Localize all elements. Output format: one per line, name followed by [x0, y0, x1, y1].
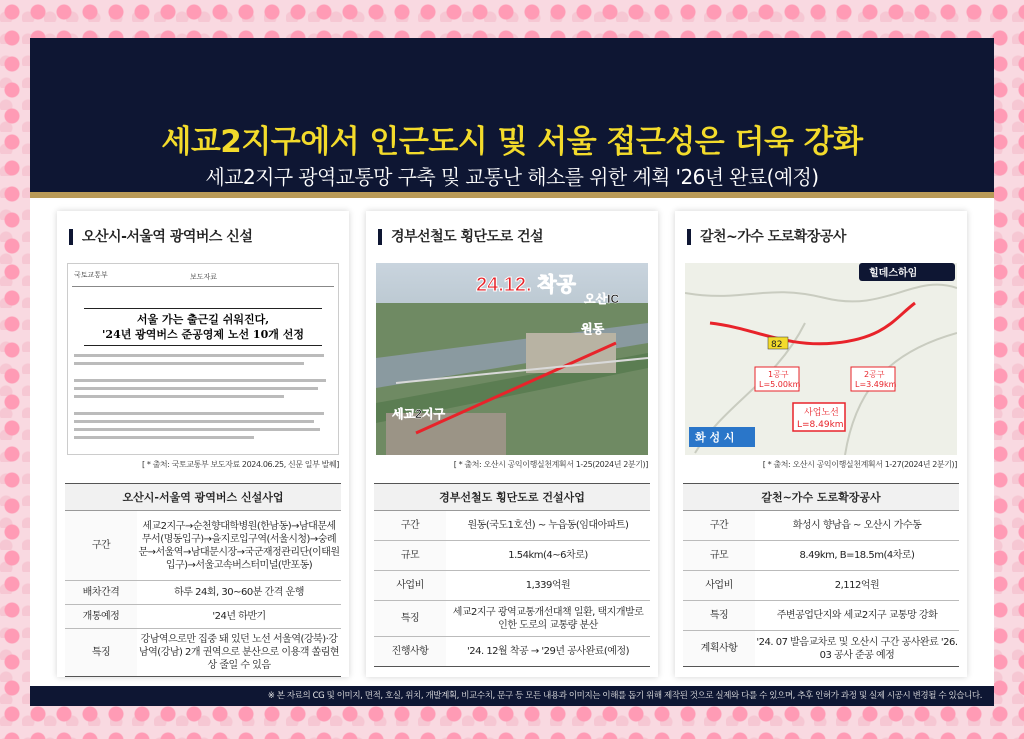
info-table [65, 483, 341, 677]
seg1-length: L=5.00km [759, 380, 801, 389]
row-value: '24. 07 발음교차로 및 오산시 구간 공사완료 '26. 03 공사 준공 예정 [755, 631, 959, 667]
map-illustration [685, 263, 957, 455]
hero-subtitle: 세교2지구 광역교통망 구축 및 교통난 해소를 위한 계획 '26년 완료(예정) [205, 165, 819, 189]
org-logo: 국토교통부 [74, 271, 108, 279]
panel-title: 갈천~가수 도로확장공사 [687, 229, 846, 245]
row-key: 개통예정 [65, 605, 137, 629]
hero-banner [30, 38, 994, 192]
text-line [74, 436, 254, 439]
doc-type: 보도자료 [190, 273, 218, 281]
panel-rail-crossing [366, 211, 658, 677]
row-key: 진행사항 [374, 637, 446, 667]
panel-title: 경부선철도 횡단도로 건설 [378, 229, 543, 245]
table-caption: 경부선철도 횡단도로 건설사업 [374, 484, 650, 511]
text-line [74, 354, 324, 357]
disclaimer-footer: ※ 본 자료의 CG 및 이미지, 면적, 호실, 위치, 개발계획, 비교수치, 문구 등 모든 내용과 이미지는 이해를 돕기 위해 제작된 것으로 실제와 다를 수 있으며, 추후 인허가 과정 및 실제 시공시 변경될 수 있습니다. [30, 686, 994, 706]
city-label: 화 성 시 [695, 431, 735, 444]
row-key: 사업비 [374, 571, 446, 601]
text-line [74, 362, 304, 365]
row-value: 주변공업단지와 세교2지구 교통망 강화 [755, 601, 959, 631]
table-caption: 오산시-서울역 광역버스 신설사업 [65, 484, 341, 511]
route-map [685, 263, 957, 455]
text-line [74, 420, 314, 423]
headline-line-1: 서울 가는 출근길 쉬워진다, [136, 313, 270, 326]
row-key: 특징 [65, 629, 137, 677]
row-key: 특징 [683, 601, 755, 631]
text-line [74, 379, 326, 382]
hero-title: 세교2지구에서 인근도시 및 서울 접근성은 더욱 강화 [161, 124, 863, 160]
row-value: 1.54km(4~6차로) [446, 541, 650, 571]
construction-badge: 24.12. 착공 [476, 274, 576, 296]
info-table [683, 483, 959, 667]
row-value: 2,112억원 [755, 571, 959, 601]
seg2-label: 2공구 [864, 370, 885, 379]
headline-line-2: '24년 광역버스 준공영제 노선 10개 선정 [102, 328, 304, 341]
panel-bus [57, 211, 349, 677]
press-headline [84, 308, 322, 346]
label-segyo: 세교2지구 [392, 407, 446, 421]
info-table [374, 483, 650, 667]
text-line [74, 387, 318, 390]
route-number: 82 [771, 340, 783, 350]
row-key: 계획사항 [683, 631, 755, 667]
text-line [74, 428, 320, 431]
row-key: 구간 [65, 511, 137, 581]
row-key: 배차간격 [65, 581, 137, 605]
source-caption: [ * 출처: 국토교통부 보도자료 2024.06.25, 신문 일부 발췌] [141, 460, 339, 469]
row-key: 특징 [374, 601, 446, 637]
row-key: 사업비 [683, 571, 755, 601]
panel-road-expansion [675, 211, 967, 677]
aerial-illustration [376, 263, 648, 455]
row-key: 구간 [683, 511, 755, 541]
row-value: '24. 12월 착공 → '29년 공사완료(예정) [446, 637, 650, 667]
row-value: 세교2지구 광역교통개선대책 일환, 택지개발로 인한 도로의 교통량 분산 [446, 601, 650, 637]
row-value: 하루 24회, 30~60분 간격 운행 [137, 581, 341, 605]
total-length: L=8.49km [797, 420, 844, 430]
label-wondong: 원동 [581, 322, 605, 336]
source-caption: [ * 출처: 오산시 공익이행실천계획서 1-25(2024년 2분기)] [453, 460, 648, 469]
text-line [74, 412, 324, 415]
text-line [74, 395, 284, 398]
row-key: 규모 [683, 541, 755, 571]
row-value: 세교2지구→순천향대학병원(한남동)→남대문세무서(명동입구)→을지로입구역(서울시청)→숭례문→서울역→남대문시장→국군재정관리단(이태원입구)→서울고속버스터미널(반포동) [137, 511, 341, 581]
total-label: 사업노선 [804, 408, 839, 418]
row-value: '24년 하반기 [137, 605, 341, 629]
source-caption: [ * 출처: 오산시 공익이행실천계획서 1-27(2024년 2분기)] [762, 460, 957, 469]
seg2-length: L=3.49km [855, 380, 897, 389]
row-value: 화성시 향남읍 ~ 오산시 가수동 [755, 511, 959, 541]
aerial-photo [376, 263, 648, 455]
row-key: 구간 [374, 511, 446, 541]
seg1-label: 1공구 [768, 370, 789, 379]
table-caption: 갈천~가수 도로확장공사 [683, 484, 959, 511]
row-value: 1,339억원 [446, 571, 650, 601]
row-value: 8.49km, B=18.5m(4차로) [755, 541, 959, 571]
brand-label: 힐데스하임 [869, 268, 918, 279]
row-value: 강남역으로만 집중 돼 있던 노선 서울역(강북)·강남역(강남) 2개 권역으로 분산으로 이용객 쏠림현상 줄일 수 있음 [137, 629, 341, 677]
row-key: 규모 [374, 541, 446, 571]
label-osan-ic: 오산IC [584, 292, 620, 306]
panel-title: 오산시-서울역 광역버스 신설 [69, 229, 252, 245]
divider-bar [30, 192, 994, 198]
row-value: 원동(국도1호선) ~ 누읍동(임대아파트) [446, 511, 650, 541]
press-release-image [67, 263, 339, 455]
